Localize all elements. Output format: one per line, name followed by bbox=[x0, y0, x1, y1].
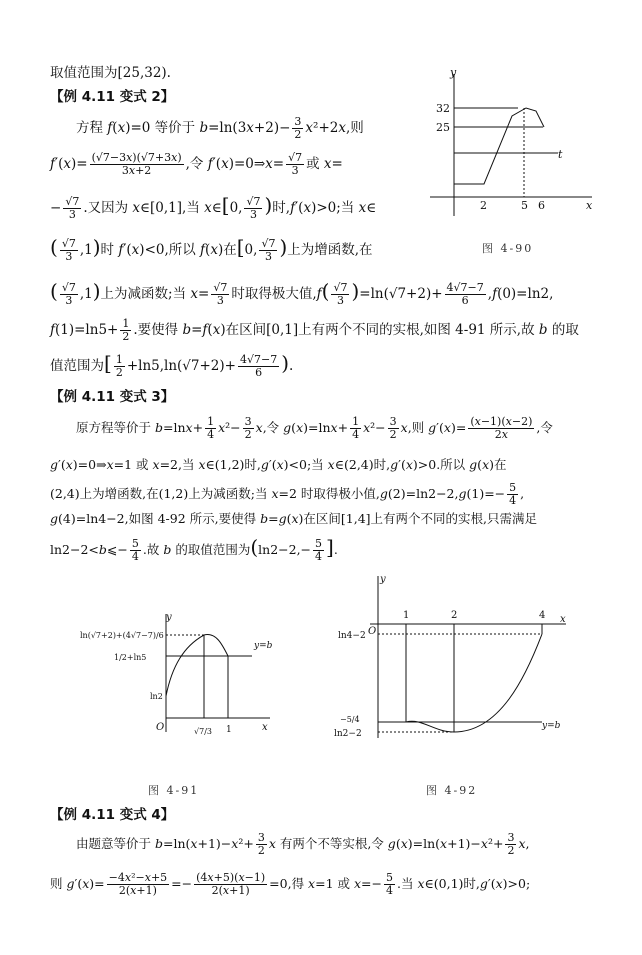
tick-max: ln(√7+2)+(4√7−7)/6 bbox=[80, 631, 164, 640]
y-label: y bbox=[166, 612, 172, 623]
tick-32: 32 bbox=[436, 102, 450, 115]
figure-4-92 bbox=[330, 572, 580, 742]
section-heading: 【例 4.11 变式 3】 bbox=[50, 389, 175, 405]
x-label: x bbox=[586, 199, 593, 212]
figure-4-90 bbox=[420, 66, 600, 226]
curve bbox=[454, 108, 544, 184]
figure-caption: 图 4-90 bbox=[482, 242, 534, 255]
x-label: x bbox=[560, 614, 566, 625]
curve bbox=[406, 634, 542, 732]
tick-2: 2 bbox=[451, 610, 458, 621]
text-line: g(4)=ln4−2,如图 4-92 所示,要使得 b=g(x)在区间[1,4]上有两个不同的实根,只需满足 bbox=[50, 511, 538, 526]
yb-label: y=b bbox=[542, 721, 561, 731]
yb-label: y=b bbox=[254, 641, 273, 651]
text-line: ( $\frac{√7}{3}$ ,1)上为减函数;当 x= $\frac{√7}{3}$ 时取得极大值,f( $\frac{√7}{3}$ )=ln(√7+2)+ $\frac{4√7-7}{6}$ ,f(0)=ln2, bbox=[50, 279, 554, 307]
tick-root: √7/3 bbox=[194, 727, 212, 736]
y-label: y bbox=[380, 574, 386, 585]
text-line: ( $\frac{√7}{3}$ ,1)时 f′(x)<0,所以 f(x)在[0, $\frac{√7}{3}$ )上为增函数,在 bbox=[50, 235, 373, 263]
figure-caption: 图 4-91 bbox=[148, 784, 200, 797]
origin: O bbox=[368, 626, 377, 637]
text-line: 原方程等价于 b=lnx+ $\frac{1}{4}$ x²− $\frac{3}{2}$ x,令 g(x)=lnx+ $\frac{1}{4}$ x²− $\frac{3}{2}$ x,则 g′(x)= $\frac{(x-1)(x-2)}{2x}$ ,令 bbox=[76, 415, 553, 441]
tick-1: 1 bbox=[403, 610, 410, 621]
text-line: 方程 f(x)=0 等价于 b=ln(3x+2)− $\frac{3}{2}$ x²+2x,则 bbox=[76, 115, 364, 141]
text-line: 由题意等价于 b=ln(x+1)−x²+ $\frac{3}{2}$ x 有两个不等实根,令 g(x)=ln(x+1)−x²+ $\frac{3}{2}$ x, bbox=[76, 831, 530, 857]
origin: O bbox=[156, 722, 165, 733]
curve bbox=[166, 635, 228, 696]
text-line: 则 g′(x)= $\frac{\text{−4x²−x+5}}{2(x+1)}$ =− $\frac{(4x+5)(x-1)}{2(x+1)}$ =0,得 x=1 或 x=− $\frac{5}{4}$ .当 x∈(0,1)时,g′(x)>0; bbox=[50, 871, 531, 897]
tick-ln4: ln4−2 bbox=[338, 631, 366, 641]
text-line: 值范围为[ $\frac{1}{2}$ +ln5,ln(√7+2)+ $\frac{4√7-7}{6}$ ). bbox=[50, 351, 294, 379]
tick-ln2: ln2 bbox=[150, 692, 163, 701]
text-line: f(1)=ln5+ $\frac{1}{2}$ .要使得 b=f(x)在区间[0,1]上有两个不同的实根,如图 4-91 所示,故 b 的取 bbox=[50, 317, 579, 343]
y-label: y bbox=[450, 66, 457, 79]
tick-6: 6 bbox=[538, 199, 545, 212]
text-line: 取值范围为[25,32). bbox=[50, 65, 171, 81]
t-label: t bbox=[558, 148, 563, 161]
text-line: ln2−2<b⩽− $\frac{5}{4}$ .故 b 的取值范围为(ln2−2,− $\frac{5}{4}$ ]. bbox=[50, 535, 338, 563]
tick-54: −5/4 bbox=[340, 715, 360, 724]
tick-1: 1 bbox=[226, 725, 232, 735]
tick-25: 25 bbox=[436, 121, 450, 134]
tick-2: 2 bbox=[480, 199, 487, 212]
text-line: − $\frac{√7}{3}$ .又因为 x∈[0,1],当 x∈[0, $\frac{√7}{3}$ )时,f′(x)>0;当 x∈ bbox=[50, 193, 377, 221]
section-heading: 【例 4.11 变式 4】 bbox=[50, 807, 175, 823]
tick-5: 5 bbox=[521, 199, 528, 212]
x-label: x bbox=[262, 722, 268, 733]
figure-4-91 bbox=[80, 608, 280, 748]
text-line: f′(x)= $\frac{(√7-3x)(√7+3x)}{3x+2}$ ,令 f′(x)=0⇒x= $\frac{√7}{3}$ 或 x= bbox=[50, 151, 343, 177]
section-heading: 【例 4.11 变式 2】 bbox=[50, 89, 175, 105]
text-line: (2,4)上为增函数,在(1,2)上为减函数;当 x=2 时取得极小值,g(2)=ln2−2,g(1)=− $\frac{5}{4}$ , bbox=[50, 481, 525, 507]
tick-mid: 1/2+ln5 bbox=[114, 653, 147, 662]
tick-ln2: ln2−2 bbox=[334, 729, 362, 739]
text-line: g′(x)=0⇒x=1 或 x=2,当 x∈(1,2)时,g′(x)<0;当 x∈(2,4)时,g′(x)>0.所以 g(x)在 bbox=[50, 457, 507, 472]
tick-4: 4 bbox=[539, 610, 546, 621]
figure-caption: 图 4-92 bbox=[426, 784, 478, 797]
